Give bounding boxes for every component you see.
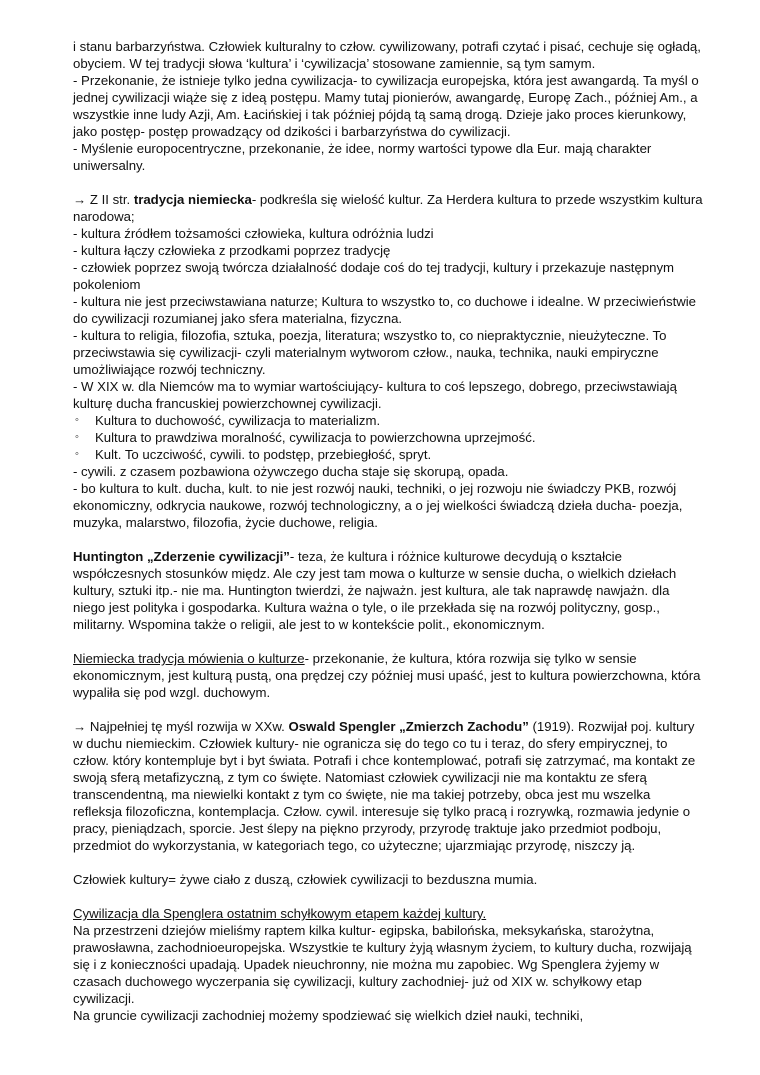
spengler-text: (1919). Rozwijał poj. kultury w duchu niemieckim. Człowiek kultury- nie ogranicza się do tego co tu i teraz, do sfery empirycznej, to człow. który kontempluje byt i byt świata. Potrafi i chce kontemplować, potrafi się zatrzymać, ma kontakt ze swoją sferą metafizyczną, z tym co święte. Natomiast człowiek cywilizacji nie ma kontaktu ze sferą transcendentną, ma niewielki kontakt z tym co święte, nie ma takiej potrzeby, obca jest mu wszelka refleksja filozoficzna, kontemplacja. Człow. cywil. interesuje się tylko pracą i rozrywką, rozmawia jedynie o pracy, pieniądzach, sporcie. Jest ślepy na piękno przyrody, przyrodę traktuje jako przedmiot podboju, przedmiot do wykorzystania, w kategoriach tego, co użyteczne; ujarzmiając przyrodę, niszczy ją. <box>73 719 696 853</box>
bullet-text: Kult. To uczciwość, cywili. to podstęp, przebiegłość, spryt. <box>95 447 432 462</box>
document-page <box>73 38 703 1024</box>
bullet-text: Kultura to duchowość, cywilizacja to materializm. <box>95 413 381 428</box>
bullet-icon: ◦ <box>75 448 79 460</box>
bullet-icon: ◦ <box>75 414 79 426</box>
spacer <box>73 701 703 718</box>
paragraph-western-civilization: Na gruncie cywilizacji zachodniej możemy spodziewać się wielkich dzieł nauki, techniki, <box>73 1008 584 1023</box>
paragraph-one-civilization: - Przekonanie, że istnieje tylko jedna cywilizacja- to cywilizacja europejska, która jest awangardą. Ta myśl o jednej cywilizacji wiąże się z ideą postępu. Mamy tutaj pionierów, awangardę, Europę Zach., później Am., a wszystkie inne ludy Azji, Am. Łacińskiej i tak później pójdą tą samą drogą. Dzieje jako proces kierunkowy, jako postęp- postęp prowadzący od dzikości i barbarzyństwa do cywilizacji. <box>73 73 699 139</box>
huntington-heading: Huntington „Zderzenie cywilizacji” <box>73 549 290 564</box>
paragraph-cultures-history: Na przestrzeni dziejów mieliśmy raptem kilka kultur- egipska, babilońska, meksykańska, starożytna, prawosławna, zachodnioeuropejska. Wszystkie te kultury żyją własnym życiem, to kultury ducha, rozwijają się i z konieczności upadają. Upadek nieuchronny, nie można mu zapobiec. Wg Spenglera żyjemy w czasach duchowego wyczerpania się cywilizacji, kultury zachodniej- już od XIX w. schyłkowy etap cywilizacji. <box>73 923 692 1006</box>
bullet-list <box>73 412 703 463</box>
spacer <box>73 633 703 650</box>
paragraph-eurocentrism: - Myślenie europocentryczne, przekonanie, że idee, normy wartości typowe dla Eur. mają charakter uniwersalny. <box>73 141 652 173</box>
german-tradition-text: - podkreśla się wielość kultur. Za Herdera kultura to przede wszystkim kultura narodowa; <box>73 192 703 224</box>
spacer <box>73 854 703 871</box>
paragraph-culture-identity: - kultura źródłem tożsamości człowieka, kultura odróżnia ludzi <box>73 226 434 241</box>
german-speaking-heading: Niemiecka tradycja mówienia o kulturze <box>73 651 305 666</box>
paragraph-civilization-shell: - cywili. z czasem pozbawiona ożywczego ducha staje się skorupą, opada. <box>73 464 509 479</box>
paragraph-german-tradition <box>73 191 703 225</box>
paragraph-spengler <box>73 718 703 854</box>
arrow-prefix: → Z II str. <box>73 192 134 207</box>
spacer <box>73 174 703 191</box>
paragraph-creative-activity: - człowiek poprzez swoją twórcza działalność dodaje coś do tej tradycji, kultury i przekazuje następnym pokoleniom <box>73 260 675 292</box>
paragraph-german-speaking <box>73 650 703 701</box>
bullet-icon: ◦ <box>75 431 79 443</box>
paragraph-culture-nature: - kultura nie jest przeciwstawiana naturze; Kultura to wszystko to, co duchowe i idealne. W przeciwieństwie do cywilizacji rozumianej jako sfera materialna, fizyczna. <box>73 294 697 326</box>
paragraph-huntington <box>73 548 703 633</box>
paragraph-mummy: Człowiek kultury= żywe ciało z duszą, człowiek cywilizacji to bezduszna mumia. <box>73 872 538 887</box>
paragraph-spengler-civilization-heading: Cywilizacja dla Spenglera ostatnim schyłkowym etapem każdej kultury. <box>73 906 487 921</box>
bullet-item <box>73 429 703 446</box>
german-speaking-text: - przekonanie, że kultura, która rozwija się tylko w sensie ekonomicznym, jest kulturą pustą, ona prędzej czy później musi upaść, jest to kultura powierzchowna, która wypaliła się pod wzgl. duchowym. <box>73 651 701 700</box>
paragraph-civilized-man: i stanu barbarzyństwa. Człowiek kulturalny to człow. cywilizowany, potrafi czytać i pisać, cechuje się ogładą, obyciem. W tej tradycji słowa ‘kultura’ i ‘cywilizacja’ stosowane zamiennie, są tym samym. <box>73 39 701 71</box>
bullet-text: Kultura to prawdziwa moralność, cywilizacja to powierzchowna uprzejmość. <box>95 430 536 445</box>
german-tradition-heading: tradycja niemiecka <box>133 192 252 207</box>
spengler-prefix: → Najpełniej tę myśl rozwija w XXw. <box>73 719 289 734</box>
spengler-heading: Oswald Spengler „Zmierzch Zachodu” <box>288 719 529 734</box>
spacer <box>73 531 703 548</box>
bullet-item <box>73 412 703 429</box>
paragraph-culture-religion: - kultura to religia, filozofia, sztuka, poezja, literatura; wszystko to, co niepraktycznie, nieużyteczne. To przeciwstawia się cywilizacji- czyli materialnym wytworom człow., nauka, technika, nauki empiryczne umożliwiające rozwój techniczny. <box>73 328 667 377</box>
paragraph-culture-tradition: - kultura łączy człowieka z przodkami poprzez tradycję <box>73 243 391 258</box>
paragraph-xix-century: - W XIX w. dla Niemców ma to wymiar wartościujący- kultura to coś lepszego, dobrego, przeciwstawiają kulturę ducha francuskiej powierzchownej cywilizacji. <box>73 379 677 411</box>
paragraph-culture-of-spirit: - bo kultura to kult. ducha, kult. to nie jest rozwój nauki, techniki, o jej rozwoju nie świadczy PKB, rozwój ekonomiczny, odkrycia naukowe, rozwój technologiczny, a o jej wielkości świadczą dzieła ducha- poezja, muzyka, malarstwo, filozofia, życie duchowe, religia. <box>73 481 683 530</box>
bullet-item <box>73 446 703 463</box>
huntington-text: - teza, że kultura i różnice kulturowe decydują o kształcie współczesnych stosunków międz. Ale czy jest tam mowa o kulturze w sensie ducha, o wielkich dziełach kultury, sztuki itp.- nie ma. Huntington twierdzi, że najważn. jest kultura, ale tak naprawdę nawjażn. dla niego jest polityka i gospodarka. Kultura ważna o tyle, o ile przekłada się na rozwój polityczny, gosp., militarny. Wspomina także o religii, ale jest to w kontekście polit., ekonomicznym. <box>73 549 677 632</box>
spacer <box>73 888 703 905</box>
